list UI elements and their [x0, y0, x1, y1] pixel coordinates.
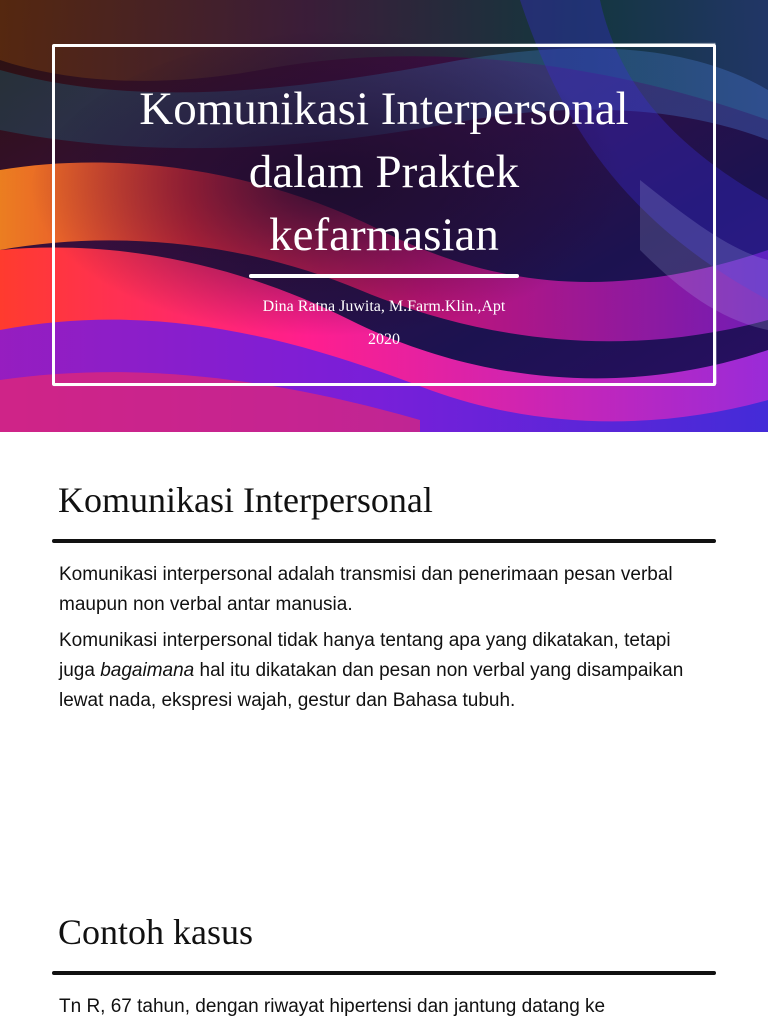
heading-divider	[52, 971, 716, 975]
body-paragraph-1: Komunikasi interpersonal adalah transmisi dan penerimaan pesan verbal maupun non verbal antar manusia.	[59, 564, 673, 615]
emphasized-word: bagaimana	[100, 660, 195, 681]
slide-heading: Contoh kasus	[58, 912, 254, 952]
heading-divider	[52, 539, 716, 543]
presentation-year: 2020	[368, 331, 400, 348]
title-line-1: Komunikasi Interpersonal	[139, 83, 629, 135]
presentation-title	[60, 78, 708, 267]
body-paragraph-1: Tn R, 67 tahun, dengan riwayat hipertensi dan jantung datang ke	[59, 996, 606, 1017]
slide-heading: Komunikasi Interpersonal	[58, 480, 433, 520]
title-slide	[0, 0, 768, 432]
paragraph-text: Komunikasi interpersonal tidak hanya tentang apa yang dikatakan, tetapi juga	[59, 630, 671, 681]
paragraph-text: hal itu dikatakan dan pesan non verbal yang disampaikan lewat nada, ekspresi wajah, gestur dan Bahasa tubuh.	[59, 660, 684, 711]
author-name: Dina Ratna Juwita, M.Farm.Klin.,Apt	[262, 298, 506, 315]
title-underline	[249, 274, 519, 278]
body-paragraph-2	[59, 626, 709, 716]
title-line-3: kefarmasian	[269, 209, 499, 261]
title-line-2: dalam Praktek	[248, 146, 520, 198]
